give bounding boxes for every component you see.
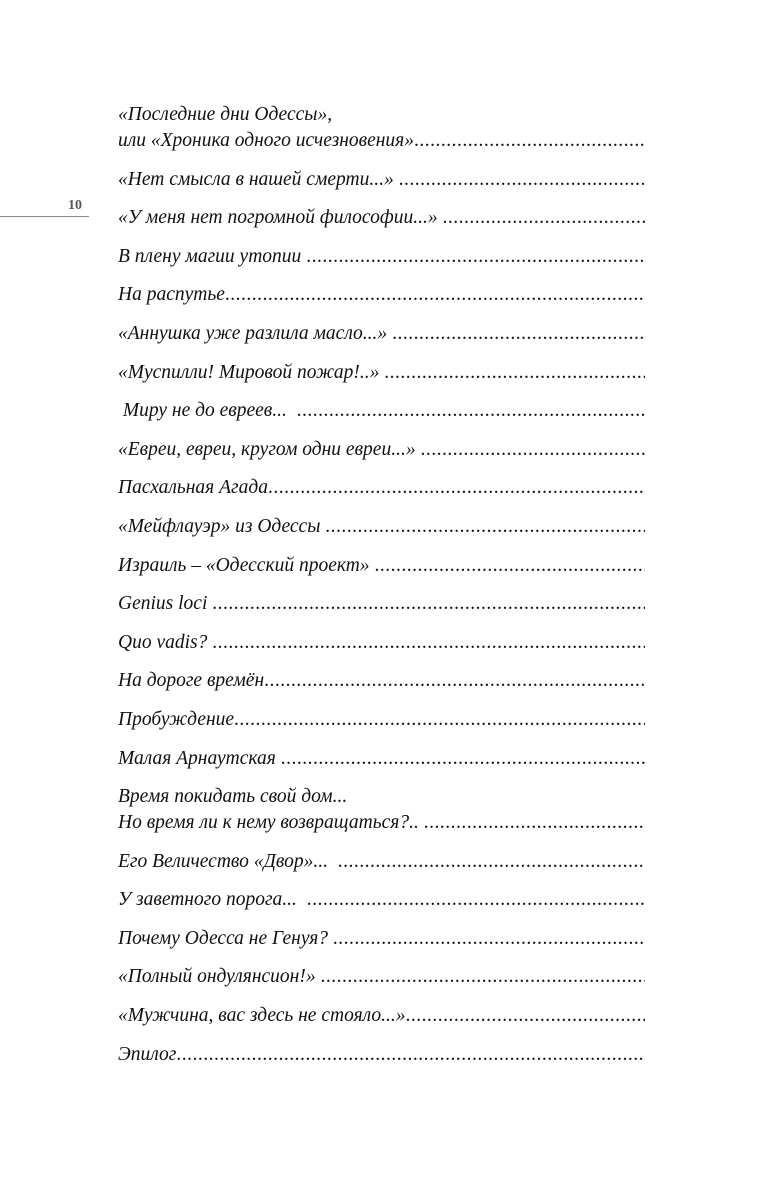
toc-entry-title: «Муспилли! Мировой пожар!..» [118,361,385,383]
toc-entry-14[interactable] [118,630,645,656]
toc-entry-13[interactable] [118,591,645,617]
dot-leader [212,630,645,656]
toc-entry-title: Quo vadis? [118,631,213,653]
toc-entry-21[interactable] [118,926,645,952]
dot-leader [325,514,645,540]
toc-entry-15[interactable] [118,668,645,694]
toc-entry-12[interactable] [118,553,645,579]
toc-entry-24[interactable] [118,1042,645,1068]
toc-entry-7[interactable] [118,360,645,386]
toc-entry-18[interactable] [118,784,645,836]
toc-entry-title: «Аннушка уже разлила масло...» [118,322,393,344]
dot-leader [384,360,645,386]
dot-leader [307,887,645,913]
toc-entry-3[interactable] [118,205,645,231]
toc-entry-9[interactable] [118,437,645,463]
toc-entry-11[interactable] [118,514,645,540]
toc-entry-title: Израиль – «Одесский проект» [118,554,375,576]
dot-leader [212,591,645,617]
dot-leader [176,1042,645,1068]
toc-entry-title: Genius loci [118,593,213,615]
page-number-rule [0,216,89,217]
toc-entry-title: или «Хроника одного исчезновения» [118,130,414,151]
toc-entry-title: «Полный ондулянсион!» [118,966,321,988]
toc-entry-22[interactable] [118,964,645,990]
toc-entry-1[interactable] [118,102,645,154]
table-of-contents [118,102,645,1080]
dot-leader [264,668,645,694]
dot-leader [268,475,645,501]
toc-entry-5[interactable] [118,282,645,308]
toc-entry-title: Эпилог [118,1043,177,1065]
toc-entry-16[interactable] [118,707,645,733]
toc-entry-10[interactable] [118,475,645,501]
toc-entry-title: На дороге времён [118,670,265,692]
toc-entry-title: Почему Одесса не Генуя? [118,927,333,949]
dot-leader [306,244,645,270]
toc-entry-title: «У меня нет погромной философии...» [118,207,443,229]
toc-entry-title-line-1: «Последние дни Одессы», [118,104,333,125]
toc-entry-19[interactable] [118,849,645,875]
toc-entry-title: «Евреи, евреи, кругом одни евреи...» [118,438,421,460]
toc-entry-title: Миру не до евреев... [118,400,297,422]
toc-entry-title: В плену магии утопии [118,245,307,267]
dot-leader [406,1003,645,1029]
dot-leader [338,849,645,875]
toc-entry-4[interactable] [118,244,645,270]
dot-leader [420,437,645,463]
toc-entry-title: «Мейфлауэр» из Одессы [118,515,326,537]
dot-leader [297,398,645,424]
dot-leader [225,282,645,308]
toc-entry-title-line-1: Время покидать свой дом... [118,786,348,808]
toc-entry-2[interactable] [118,167,645,193]
dot-leader [424,810,645,836]
toc-entry-6[interactable] [118,321,645,347]
toc-entry-8[interactable] [118,398,645,424]
dot-leader [281,746,645,772]
toc-entry-title: Пробуждение [118,708,235,730]
dot-leader [374,553,645,579]
dot-leader [333,926,645,952]
toc-entry-20[interactable] [118,887,645,913]
dot-leader [392,321,645,347]
toc-entry-title: Но время ли к нему возвращаться?.. [118,812,424,834]
toc-entry-17[interactable] [118,746,645,772]
page-number: 10 [68,198,82,213]
dot-leader [442,205,645,231]
toc-entry-title: «Мужчина, вас здесь не стояло...» [118,1005,406,1027]
dot-leader [414,128,645,154]
toc-entry-title: Пасхальная Агада [118,477,269,499]
toc-entry-title: У заветного порога... [118,889,307,911]
toc-entry-title: «Нет смысла в нашей смерти...» [118,168,399,190]
toc-entry-title: Малая Арнаутская [118,747,281,769]
toc-entry-title: На распутье [118,284,225,306]
dot-leader [399,167,645,193]
dot-leader [234,707,645,733]
toc-entry-23[interactable] [118,1003,645,1029]
dot-leader [320,964,645,990]
toc-entry-title: Его Величество «Двор»... [118,850,338,872]
